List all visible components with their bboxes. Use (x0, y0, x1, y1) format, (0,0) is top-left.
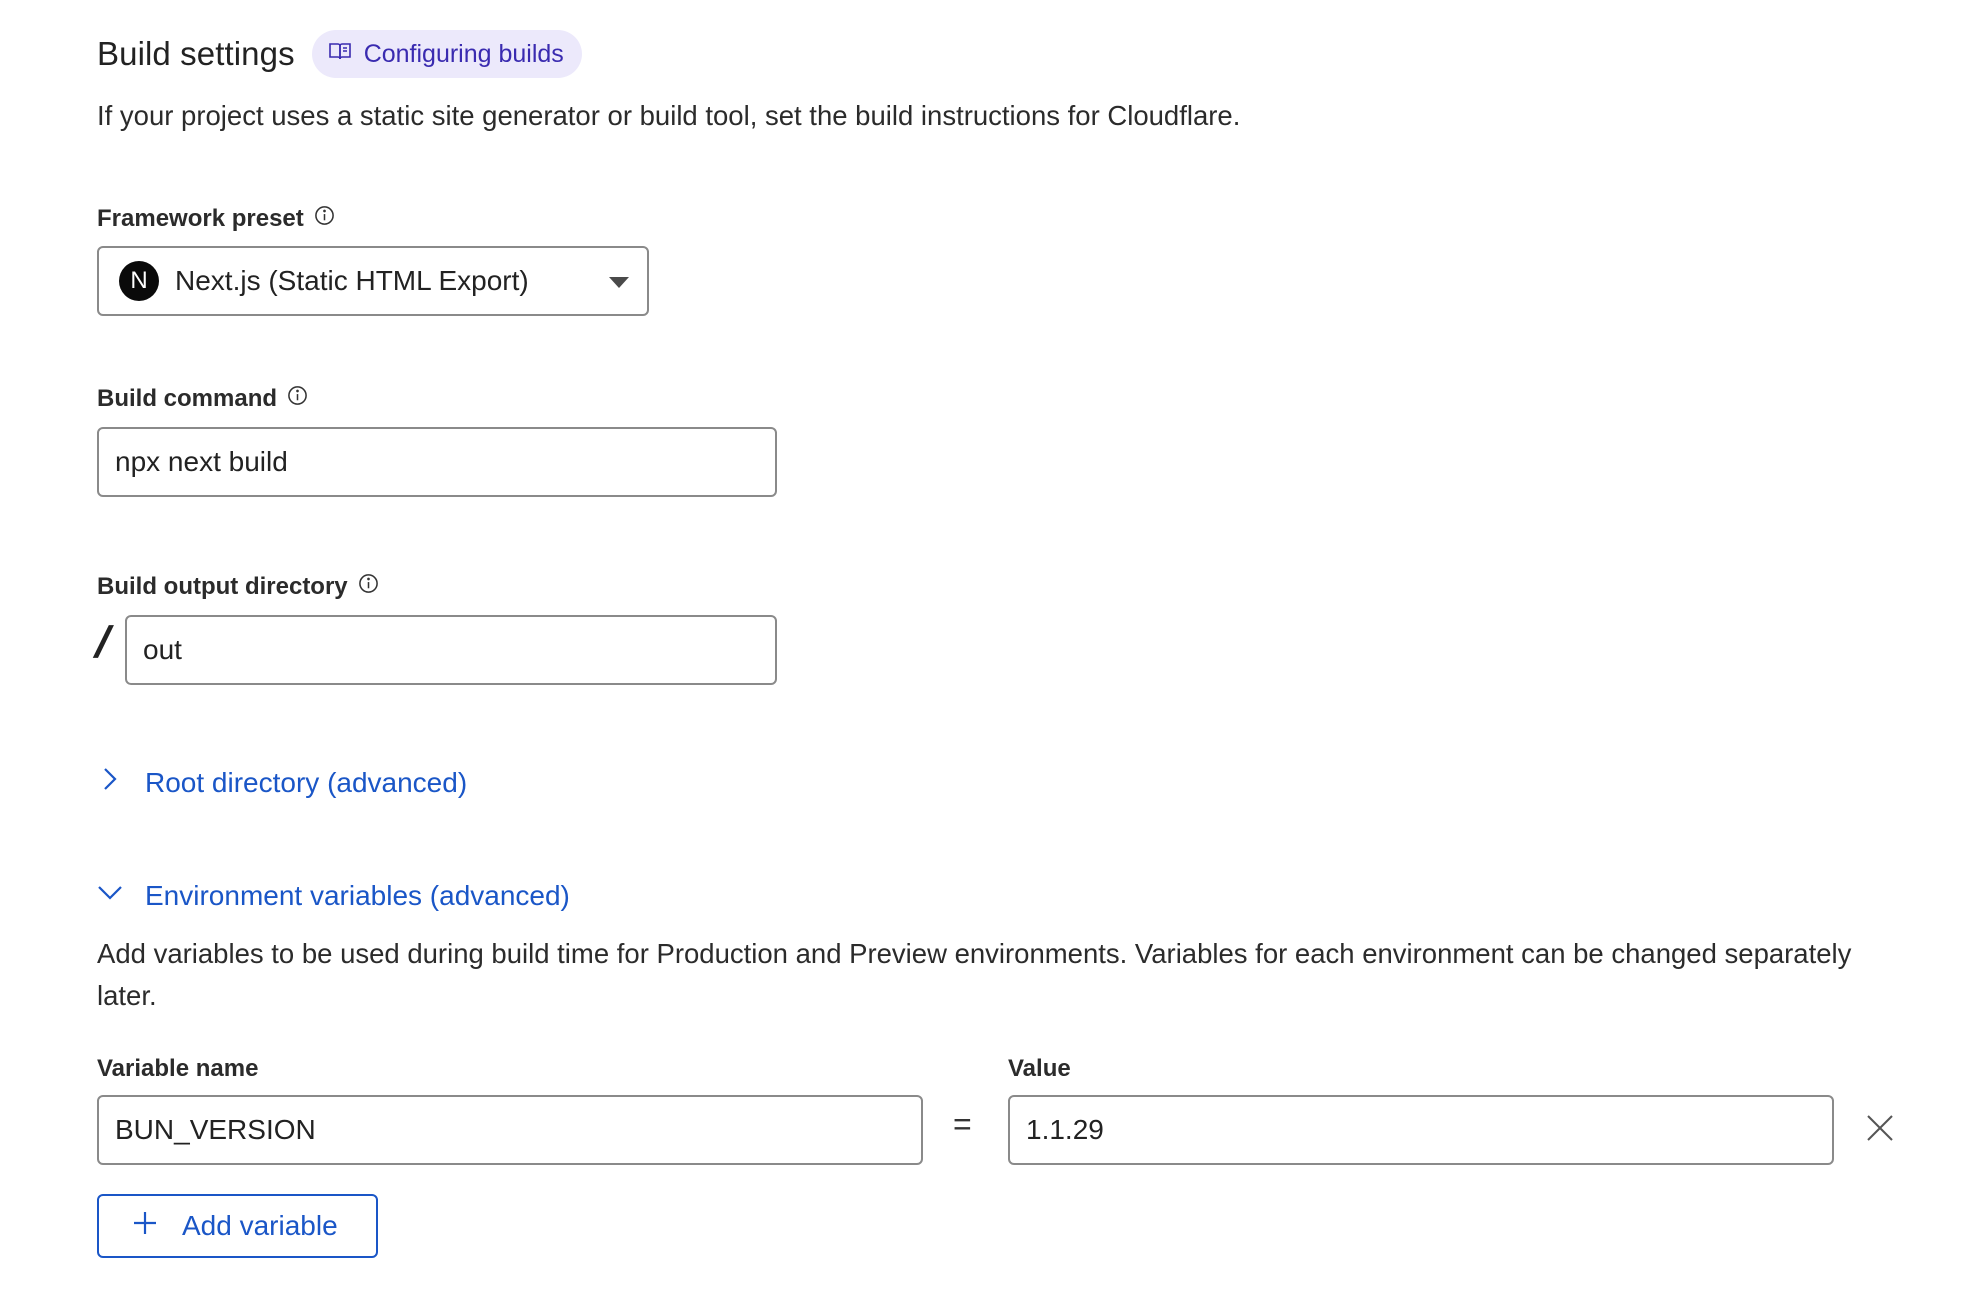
root-directory-toggle[interactable] (97, 766, 467, 799)
build-settings-header (97, 30, 582, 78)
build-command-input[interactable] (97, 427, 777, 497)
info-icon[interactable] (287, 385, 308, 413)
plus-icon (132, 1210, 158, 1243)
configuring-builds-label: Configuring builds (363, 39, 564, 68)
configuring-builds-link[interactable] (312, 30, 582, 78)
chevron-right-icon (97, 766, 123, 799)
root-directory-label: Root directory (advanced) (145, 766, 468, 798)
add-variable-label: Add variable (182, 1210, 338, 1241)
framework-preset-label: Framework preset (97, 205, 304, 232)
env-vars-label: Environment variables (advanced) (145, 879, 570, 911)
build-output-label: Build output directory (97, 573, 348, 600)
variable-name-input[interactable] (97, 1095, 923, 1165)
variable-value-input[interactable] (1008, 1095, 1834, 1165)
section-title: Build settings (97, 35, 295, 72)
equals-sign: = (953, 1106, 972, 1142)
add-variable-button[interactable] (97, 1194, 378, 1258)
book-icon (328, 39, 352, 70)
env-vars-toggle[interactable] (97, 879, 570, 912)
variable-name-header: Variable name (97, 1055, 259, 1082)
variable-value-header: Value (1008, 1055, 1071, 1082)
framework-preset-select[interactable] (97, 246, 649, 316)
framework-preset-value: Next.js (Static HTML Export) (175, 265, 529, 296)
build-command-label: Build command (97, 385, 278, 412)
close-icon[interactable] (1862, 1110, 1898, 1146)
build-command-label-row (97, 385, 308, 413)
framework-preset-label-row (97, 205, 335, 233)
build-settings-description: If your project uses a static site generator or build tool, set the build instructions for Cloudflare. (97, 100, 1241, 131)
env-vars-description: Add variables to be used during build time for Production and Preview environments. Variables for each environment can be changed separately later. (97, 938, 1852, 1011)
build-output-label-row (97, 573, 379, 601)
caret-down-icon (609, 277, 629, 288)
info-icon[interactable] (358, 573, 379, 601)
build-output-input[interactable] (125, 615, 777, 685)
nextjs-logo-icon: N (119, 261, 159, 301)
output-path-prefix: / (93, 618, 111, 667)
info-icon[interactable] (314, 205, 335, 233)
chevron-down-icon (97, 879, 123, 912)
